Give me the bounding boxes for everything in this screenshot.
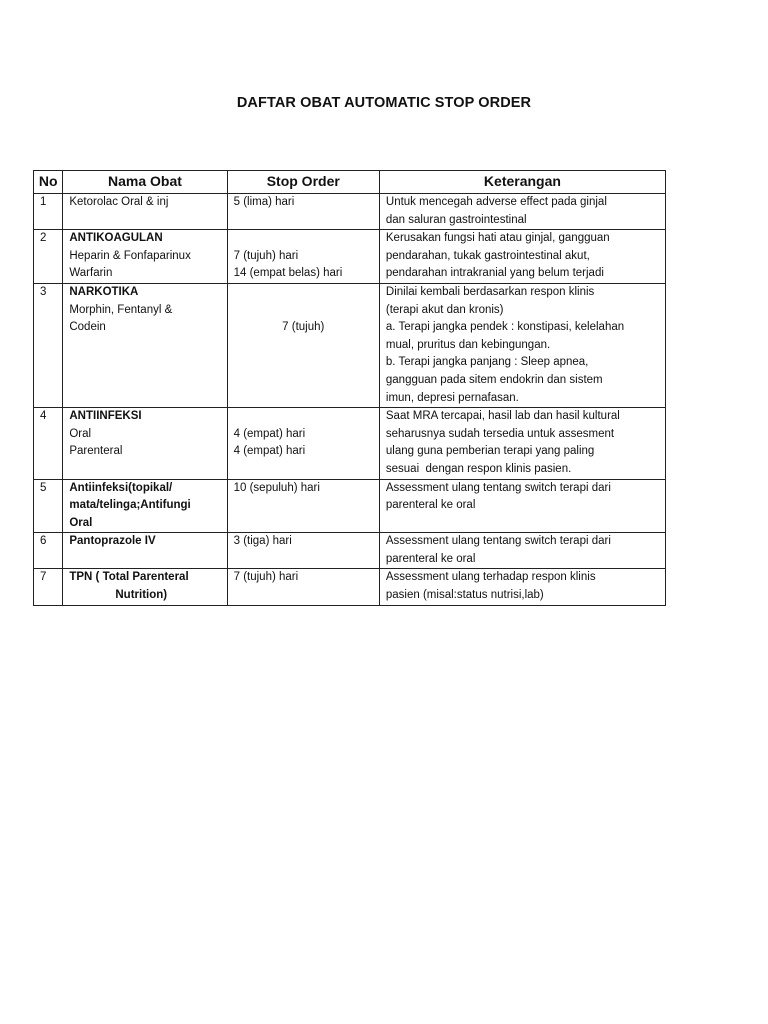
drug-name: Antiinfeksi(topikal/ mata/telinga;Antifungi Oral [63,479,227,533]
table-row [34,408,666,479]
drug-name: TPN ( Total Parenteral Nutrition) [63,569,227,605]
stop-order: 7 (tujuh) [227,283,379,407]
row-number: 6 [34,533,63,569]
header-nama-obat: Nama Obat [63,171,227,194]
row-number: 1 [34,194,63,230]
drug-name: ANTIKOAGULAN Heparin & Fonfaparinux Warfarin [63,230,227,284]
description: Assessment ulang terhadap respon klinis pasien (misal:status nutrisi,lab) [379,569,665,605]
drug-name: Pantoprazole IV [63,533,227,569]
description: Assessment ulang tentang switch terapi dari parenteral ke oral [379,479,665,533]
stop-order: 7 (tujuh) hari 14 (empat belas) hari [227,230,379,284]
table-header-row [34,171,666,194]
row-number: 5 [34,479,63,533]
row-number: 4 [34,408,63,479]
stop-order: 7 (tujuh) hari [227,569,379,605]
stop-order: 10 (sepuluh) hari [227,479,379,533]
description: Saat MRA tercapai, hasil lab dan hasil kultural seharusnya sudah tersedia untuk assesment ulang guna pemberian terapi yang paling sesuai dengan respon klinis pasien. [379,408,665,479]
drug-name: Ketorolac Oral & inj [63,194,227,230]
drug-name: ANTIINFEKSI Oral Parenteral [63,408,227,479]
stop-order-table [33,170,666,606]
description: Untuk mencegah adverse effect pada ginjal dan saluran gastrointestinal [379,194,665,230]
drug-name: NARKOTIKA Morphin, Fentanyl & Codein [63,283,227,407]
stop-order: 4 (empat) hari 4 (empat) hari [227,408,379,479]
table-row [34,569,666,605]
document-title: DAFTAR OBAT AUTOMATIC STOP ORDER [236,95,532,111]
table-row [34,194,666,230]
row-number: 7 [34,569,63,605]
description: Assessment ulang tentang switch terapi dari parenteral ke oral [379,533,665,569]
table-row [34,479,666,533]
description: Kerusakan fungsi hati atau ginjal, gangguan pendarahan, tukak gastrointestinal akut, pendarahan intrakranial yang belum terjadi [379,230,665,284]
header-no: No [34,171,63,194]
stop-order: 5 (lima) hari [227,194,379,230]
stop-order: 3 (tiga) hari [227,533,379,569]
table-row [34,533,666,569]
row-number: 2 [34,230,63,284]
table-row [34,230,666,284]
header-stop-order: Stop Order [227,171,379,194]
row-number: 3 [34,283,63,407]
description: Dinilai kembali berdasarkan respon klinis (terapi akut dan kronis) a. Terapi jangka pendek : konstipasi, kelelahan mual, pruritus dan kebingungan. b. Terapi jangka panjang : Sleep apnea, gangguan pada sitem endokrin dan sistem imun, depresi pernafasan. [379,283,665,407]
table-row [34,283,666,407]
header-keterangan: Keterangan [379,171,665,194]
